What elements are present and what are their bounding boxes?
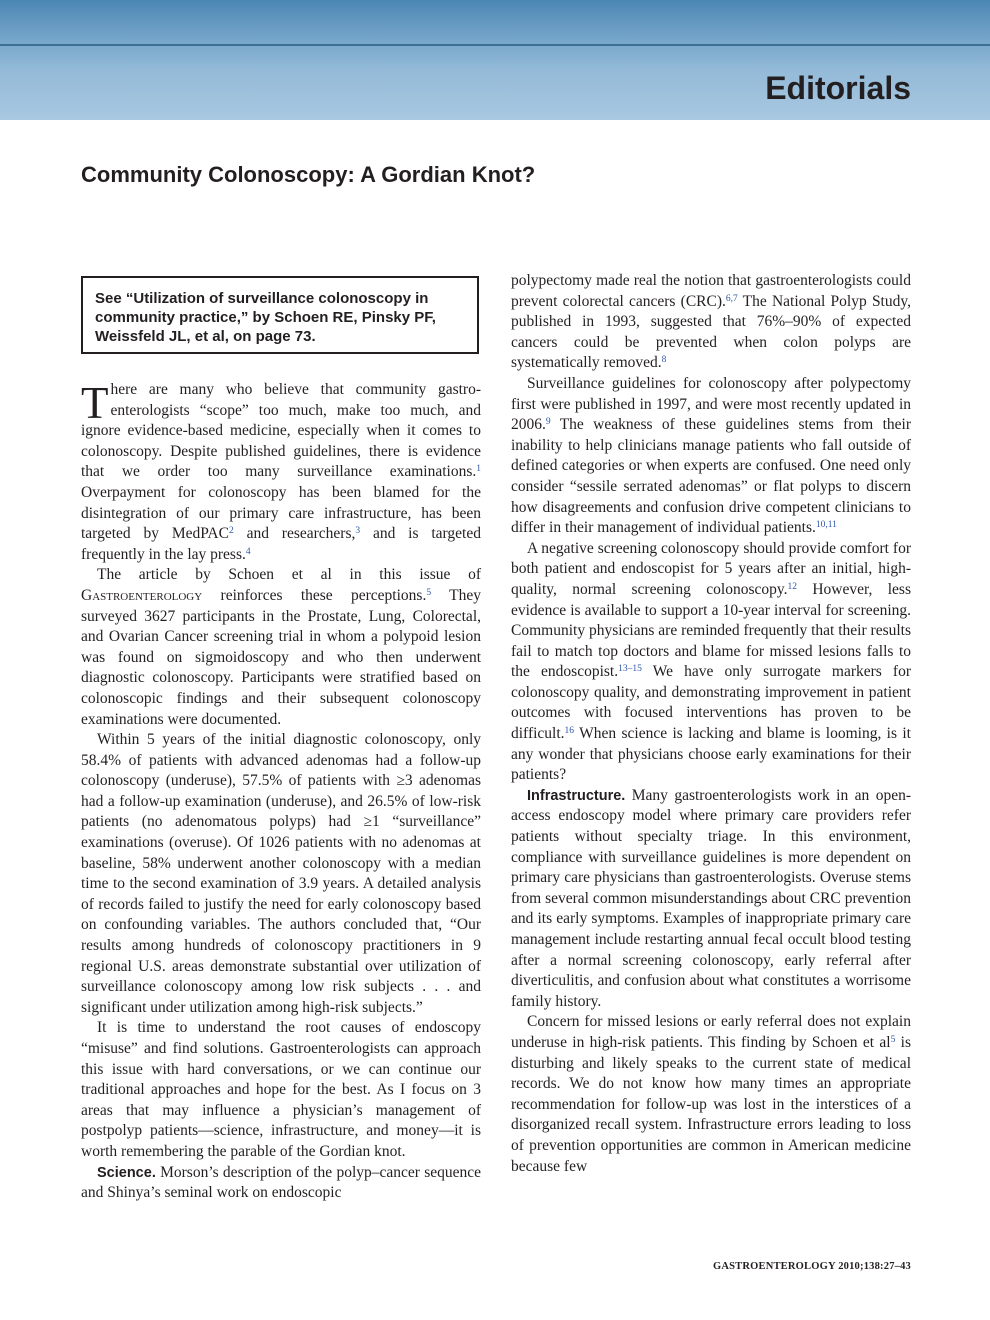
reference-link[interactable]: 6,7 [725, 293, 738, 304]
reference-link[interactable]: 5 [890, 1034, 896, 1045]
reference-link[interactable]: 5 [426, 587, 432, 598]
reference-link[interactable]: 8 [661, 355, 667, 366]
paragraph-missed-lesions [511, 1012, 911, 1177]
text-run: The article by Schoen et al in this issue of [97, 566, 481, 584]
text-run: Many gastroenterologists work in an open-access endoscopy model where primary care providers refer patients without specialty triage. In this environment, compliance with surveillance guidelines is more dependent on primary care physicians than gastroenterologists. Overuse stems from several common misunderstandings about CRC prevention and its early symptoms. Examples of inappropriate primary care management include restarting annual fecal occult blood testing after a normal screening colonoscopy, early referral after diverticulitis, and confusion about what constitutes a worrisome family history. [511, 786, 911, 1010]
header-rule [0, 44, 990, 46]
reference-link[interactable]: 9 [545, 417, 551, 428]
see-also-box: See “Utilization of surveillance colonoscopy in community practice,” by Schoen RE, Pinsky PF, Weissfeld JL, et al, on page 73. [81, 276, 479, 354]
section-title: Editorials [765, 70, 911, 106]
text-run: here are many who believe that community gastroenterologists “scope” too much, make too much, and ignore evidence-based medicine, especially when it comes to colonoscopy. Despite published guidelines, there is evidence that we order too many surveillance examinations. [81, 381, 481, 481]
reference-link[interactable]: 12 [787, 581, 797, 592]
paragraph-root-causes: It is time to understand the root causes of endoscopy “misuse” and find solutions. Gastroenterologists can approach this issue with hard conversations, or we can continue our traditional approaches and hope for the best. As I focus on 3 areas that may influence a physician’s management of postpolyp patients—science, infrastructure, and money—it is worth remembering the parable of the Gordian knot. [81, 1019, 481, 1160]
text-run: polypectomy made real the notion that gastroenterologists could prevent colorectal cancers (CRC). [511, 272, 911, 310]
text-run: is disturbing and likely speaks to the current state of medical records. We do not know how many times an appropriate recommendation for follow-up was lost in the interstices of a disorganized recall system. Infrastructure errors leading to loss of prevention opportunities are common in American medicine because few [511, 1033, 911, 1175]
text-run: Concern for missed lesions or early referral does not explain underuse in high-risk patients. This finding by Schoen et al [511, 1013, 911, 1051]
text-run: The weakness of these guidelines stems from their inability to help clinicians manage patients who fall outside of defined categories or when experts are confused. One need only consider “sessile serrated adenomas” or flat polyps to discern how disagreements and confusion drive competent clinicians to differ in their management of individual patients. [511, 416, 911, 537]
paragraph-science [81, 1163, 481, 1204]
footer-citation: GASTROENTEROLOGY 2010;138:27–43 [712, 1261, 911, 1272]
text-run: Overpayment for colonoscopy has been blamed for the disintegration of our primary care infrastructure, has been targeted by MedPAC [81, 483, 481, 543]
text-run: and is targeted frequently in the lay press. [81, 525, 481, 563]
reference-link[interactable]: 4 [245, 546, 251, 557]
reference-link[interactable]: 13–15 [618, 664, 642, 675]
reference-link[interactable]: 1 [476, 464, 481, 475]
subhead-science: Science. [97, 1164, 156, 1181]
right-column [511, 271, 911, 1177]
subhead-infrastructure: Infrastructure. [527, 787, 626, 804]
journal-name: Gastroenterology [81, 586, 203, 604]
text-run: A negative screening colonoscopy should provide comfort for both patient and endoscopist for 5 years after an initial, high-quality, normal screening colonoscopy. [511, 539, 911, 598]
reference-link[interactable]: 2 [228, 526, 234, 537]
paragraph-infrastructure [511, 786, 911, 1013]
paragraph-results: Within 5 years of the initial diagnostic colonoscopy, only 58.4% of patients with advanced adenomas had a follow-up colonoscopy (underuse), 57.5% of patients with ≥3 adenomas had a follow-up examination (underuse), and 26.5% of low-risk patients (no adenomatous polyps) had ≥1 “surveillance” examinations (overuse). Of 1026 patients with no adenomas at baseline, 58% underwent another colonoscopy with a median time to the second examination of 3.9 years. A detailed analysis of records failed to justify the need for early colonoscopy based on confounding variables. The authors concluded that, “Our results among hundreds of colonoscopy practitioners in 9 regional U.S. areas demonstrate substantial over utilization of surveillance colonoscopy among low risk subjects . . . and significant under utilization among high-risk subjects.” [81, 731, 481, 1016]
text-run: and researchers, [233, 525, 356, 543]
paragraph-intro [81, 380, 481, 565]
paragraph-guidelines [511, 374, 911, 539]
text-run: reinforces these perceptions. [202, 586, 427, 604]
article-title: Community Colonoscopy: A Gordian Knot? [81, 162, 536, 187]
text-run: Surveillance guidelines for colonoscopy after polypectomy first were published in 1997, and were most recently updated in 2006. [511, 374, 911, 434]
reference-link[interactable]: 16 [564, 726, 575, 737]
paragraph-negative-screening [511, 539, 911, 786]
text-run: We have only surrogate markers for colonoscopy quality, and demonstrating improvement in patient outcomes with focused interventions has proven to be difficult. [511, 663, 911, 743]
text-run: However, less evidence is available to support a 10-year interval for screening. Community physicians are reminded frequently that their results fail to match top doctors and blame for missed lesions falls to the endoscopist. [511, 580, 911, 681]
paragraph-polypectomy [511, 271, 911, 374]
reference-link[interactable]: 10,11 [815, 520, 837, 531]
left-column [81, 380, 481, 1204]
drop-cap: T [81, 378, 109, 428]
paragraph-article [81, 565, 481, 730]
text-run: They surveyed 3627 participants in the Prostate, Lung, Colorectal, and Ovarian Cancer screening trial in whom a polypoid lesion was found on sigmoidoscopy and who then underwent diagnostic colonoscopy. Participants were stratified based on colonoscopic findings and their subsequent colonoscopy examinations were documented. [81, 586, 481, 728]
reference-link[interactable]: 3 [355, 526, 361, 537]
text-run: Morson’s description of the polyp–cancer sequence and Shinya’s seminal work on endoscopic [81, 1163, 481, 1202]
text-run: When science is lacking and blame is looming, is it any wonder that physicians choose early examinations for their patients? [511, 725, 911, 784]
text-run: The National Polyp Study, published in 1993, suggested that 76%–90% of expected cancers could be prevented when colon polyps are systematically removed. [511, 292, 911, 372]
